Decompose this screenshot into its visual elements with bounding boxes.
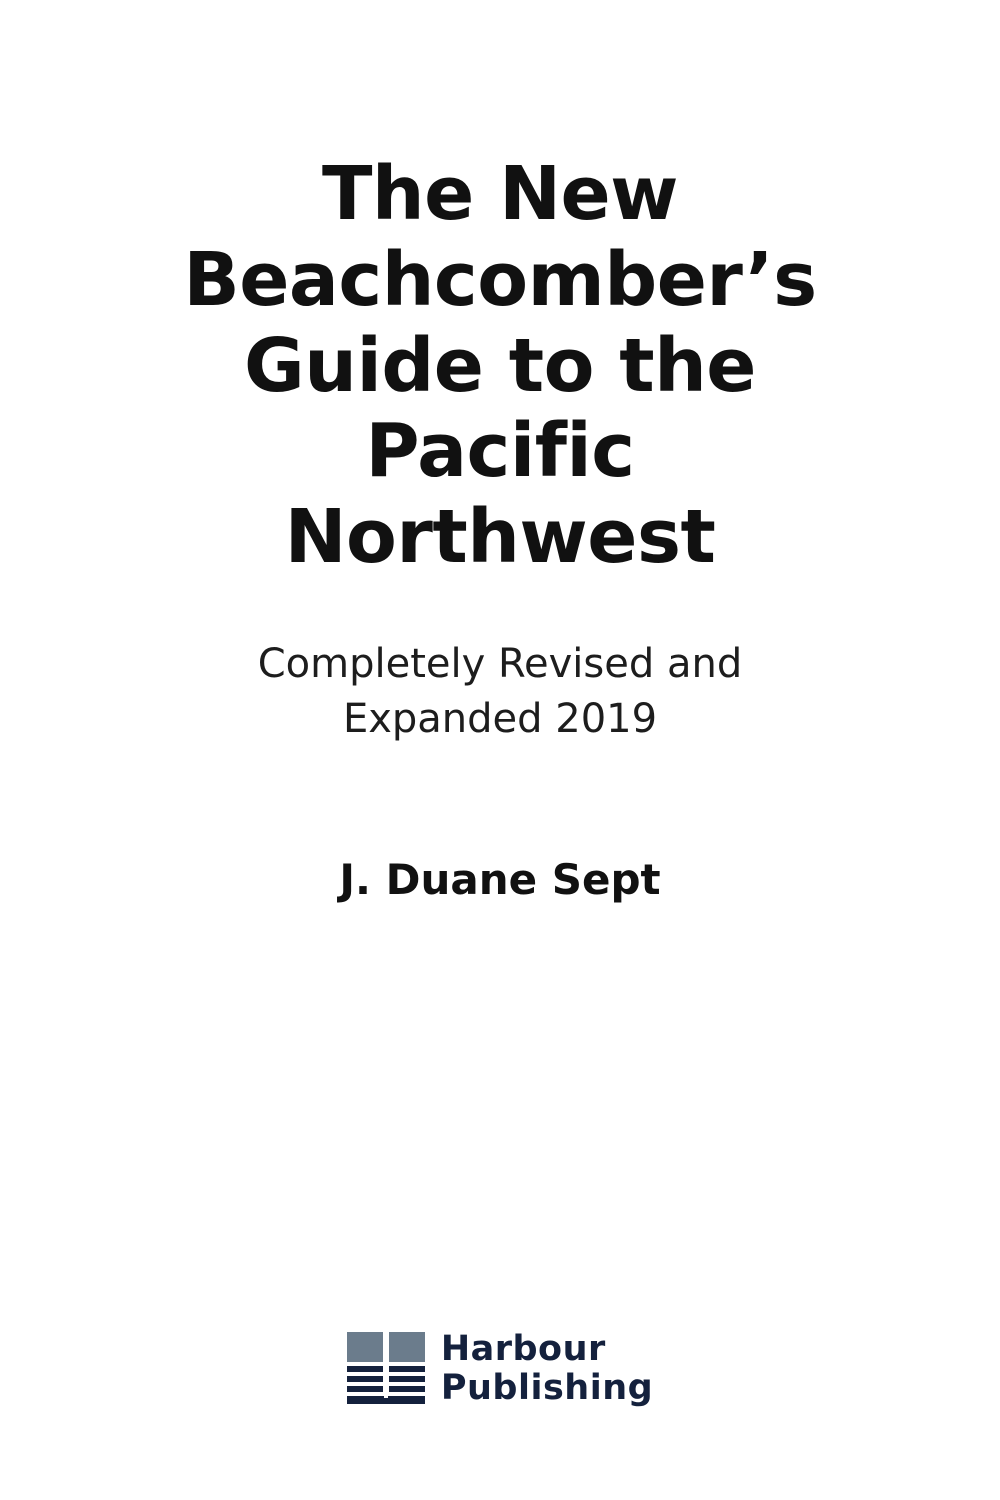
- subtitle-line-2: Expanded 2019: [342, 695, 658, 742]
- publisher-name-line-1: Harbour: [440, 1329, 606, 1369]
- author-block: [180, 855, 820, 905]
- page-title: [130, 152, 870, 581]
- author-name: J. Duane Sept: [339, 854, 661, 904]
- open-book-icon: [347, 1332, 425, 1406]
- page-subtitle: [180, 637, 820, 747]
- title-line-3: Guide to the Pacific: [244, 322, 756, 495]
- title-line-4: Northwest: [284, 494, 716, 581]
- publisher-name-line-2: Publishing: [440, 1368, 654, 1408]
- book-subtitle-block: [180, 637, 820, 747]
- title-line-2: Beachcomber’s: [183, 236, 817, 323]
- title-line-1: The New: [321, 151, 679, 237]
- publisher-logo: [347, 1329, 654, 1408]
- subtitle-line-1: Completely Revised and: [257, 641, 743, 688]
- publisher-name: [440, 1329, 654, 1408]
- publisher-block: [0, 1329, 1000, 1408]
- book-title-block: [130, 152, 870, 581]
